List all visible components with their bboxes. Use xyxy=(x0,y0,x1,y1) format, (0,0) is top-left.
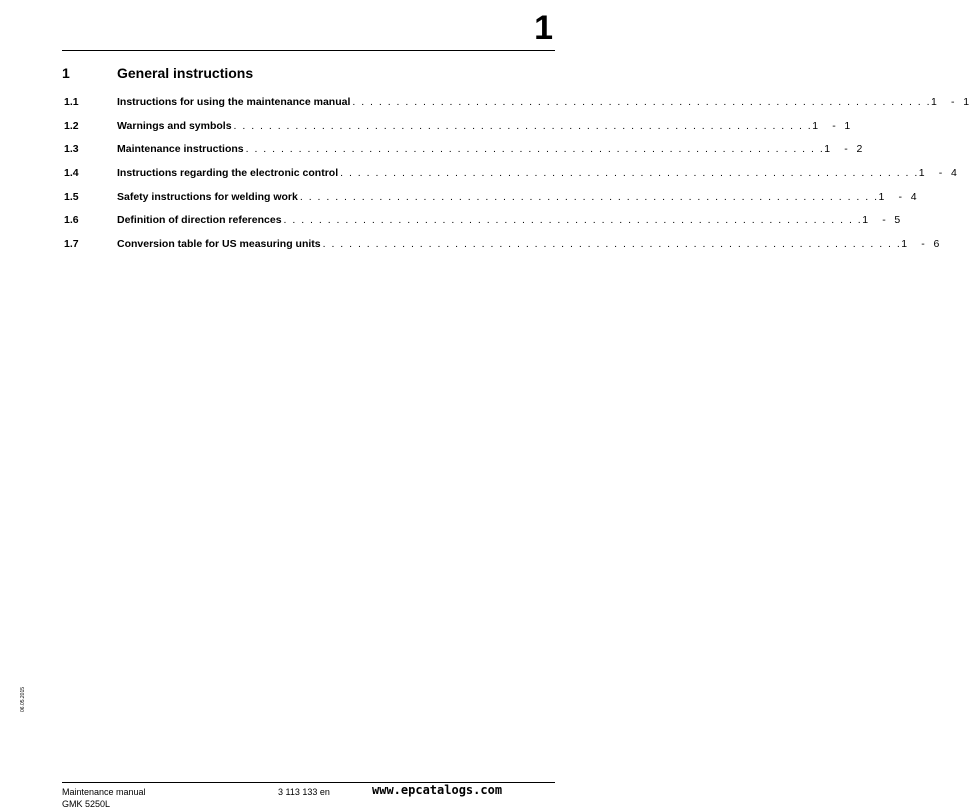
toc-entry-separator: - xyxy=(921,238,925,251)
toc-entry-page: 4 xyxy=(950,167,957,180)
toc-entry-chapter: 1 xyxy=(931,96,937,108)
toc-entry-chapter: 1 xyxy=(901,238,908,251)
table-of-contents xyxy=(64,96,969,262)
toc-entry-chapter: 1 xyxy=(812,119,819,132)
toc-entry-chapter: 1 xyxy=(862,214,869,227)
toc-entry-number: 1.3 xyxy=(64,143,79,156)
toc-entry-separator: - xyxy=(951,96,955,108)
toc-entry-page: 1 xyxy=(844,119,851,132)
toc-entry[interactable] xyxy=(64,214,901,238)
toc-entry-number: 1.1 xyxy=(64,96,79,108)
toc-entry-chapter: 1 xyxy=(878,190,885,203)
toc-dot-leader: . . . . . . . . . . . . . . . . . . . . . . . . . . . . . . . . . . . . . . . . . . . . . . . . . . . . . . . . . . . . . . . . . . xyxy=(245,143,825,156)
toc-entry-title: Instructions regarding the electronic control xyxy=(117,167,339,180)
toc-entry-number: 1.4 xyxy=(64,167,79,180)
toc-entry-number: 1.7 xyxy=(64,238,79,251)
toc-dot-leader: . . . . . . . . . . . . . . . . . . . . . . . . . . . . . . . . . . . . . . . . . . . . . . . . . . . . . . . . . . . . . . . . . . xyxy=(299,190,879,203)
toc-entry-page: 6 xyxy=(933,238,940,251)
toc-entry-separator: - xyxy=(898,190,903,203)
revision-date: 06.05.2015 xyxy=(20,686,26,712)
toc-entry-page: 1 xyxy=(963,96,969,108)
toc-entry[interactable] xyxy=(64,143,863,167)
toc-entry-title: Warnings and symbols xyxy=(117,119,232,132)
toc-dot-leader: . . . . . . . . . . . . . . . . . . . . . . . . . . . . . . . . . . . . . . . . . . . . . . . . . . . . . . . . . . . . . . . . . . xyxy=(233,119,813,132)
toc-entry-title: Safety instructions for welding work xyxy=(117,190,298,203)
toc-entry[interactable] xyxy=(64,190,917,215)
toc-entry-page: 5 xyxy=(894,214,901,227)
toc-entry-page: 4 xyxy=(910,190,917,203)
toc-entry-number: 1.6 xyxy=(64,214,79,227)
header-divider xyxy=(62,50,555,51)
watermark-url: www.epcatalogs.com xyxy=(372,783,503,797)
section-title: General instructions xyxy=(117,65,254,81)
toc-dot-leader: . . . . . . . . . . . . . . . . . . . . . . . . . . . . . . . . . . . . . . . . . . . . . . . . . . . . . . . . . . . . . . . . . . xyxy=(322,238,902,251)
toc-entry-separator: - xyxy=(882,214,886,227)
toc-dot-leader: . . . . . . . . . . . . . . . . . . . . . . . . . . . . . . . . . . . . . . . . . . . . . . . . . . . . . . . . . . . . . . . . . . xyxy=(283,214,863,227)
toc-entry-title: Instructions for using the maintenance manual xyxy=(117,96,351,108)
toc-entry-separator: - xyxy=(844,143,848,156)
toc-entry[interactable] xyxy=(64,96,969,120)
toc-entry-title: Conversion table for US measuring units xyxy=(117,238,321,251)
toc-entry[interactable] xyxy=(64,119,851,144)
footer-model: GMK 5250L xyxy=(62,799,111,809)
toc-entry-page: 2 xyxy=(856,143,863,156)
toc-entry-title: Definition of direction references xyxy=(117,214,282,227)
toc-entry-number: 1.5 xyxy=(64,190,79,203)
toc-entry[interactable] xyxy=(64,167,957,191)
footer-manual-title: Maintenance manual xyxy=(62,787,146,797)
toc-entry-number: 1.2 xyxy=(64,119,79,132)
footer-document-number: 3 113 133 en xyxy=(278,787,330,797)
toc-entry-separator: - xyxy=(938,167,943,180)
toc-entry-chapter: 1 xyxy=(918,167,925,180)
toc-dot-leader: . . . . . . . . . . . . . . . . . . . . . . . . . . . . . . . . . . . . . . . . . . . . . . . . . . . . . . . . . . . . . . . . . . xyxy=(340,167,919,180)
toc-entry[interactable] xyxy=(64,238,940,262)
toc-entry-separator: - xyxy=(832,119,836,132)
toc-dot-leader: . . . . . . . . . . . . . . . . . . . . . . . . . . . . . . . . . . . . . . . . . . . . . . . . . . . . . . . . . . . . . . . . . . xyxy=(352,96,932,108)
chapter-number: 1 xyxy=(534,9,553,47)
toc-entry-chapter: 1 xyxy=(824,143,831,156)
section-number: 1 xyxy=(62,65,70,81)
toc-entry-title: Maintenance instructions xyxy=(117,143,244,156)
